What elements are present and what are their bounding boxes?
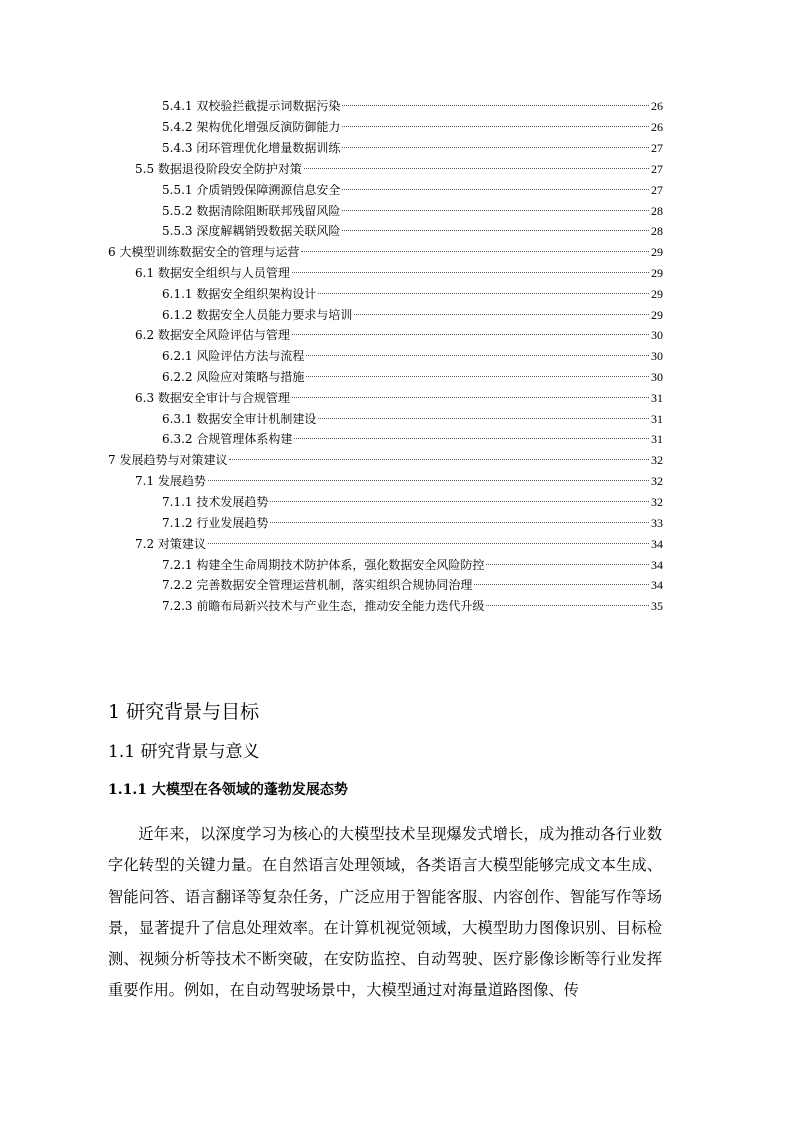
toc-entry[interactable]: [162, 575, 663, 595]
toc-page: 31: [651, 412, 663, 426]
toc-page: 26: [651, 99, 663, 113]
toc-entry[interactable]: [162, 513, 663, 533]
toc-leader: [354, 314, 649, 315]
toc-title: 介质销毁保障溯源信息安全: [196, 183, 341, 197]
toc-number: 7.2: [135, 537, 158, 551]
toc-entry[interactable]: [162, 596, 663, 616]
toc-leader: [292, 272, 649, 273]
toc-page: 29: [651, 245, 663, 259]
toc-page: 26: [651, 120, 663, 134]
toc-number: 6: [108, 245, 120, 259]
toc-page: 28: [651, 204, 663, 218]
toc-entry[interactable]: [162, 201, 663, 221]
toc-title: 对策建议: [157, 537, 206, 551]
toc-entry[interactable]: [162, 305, 663, 325]
toc-entry[interactable]: [135, 263, 663, 283]
toc-entry[interactable]: [162, 429, 663, 449]
toc-page: 27: [651, 183, 663, 197]
toc-number: 7: [108, 453, 120, 467]
toc-entry[interactable]: [135, 325, 663, 345]
toc-number: 7.2.1: [162, 558, 197, 572]
toc-title: 数据清除阻断联邦残留风险: [196, 204, 341, 218]
toc-title: 发展趋势: [157, 474, 206, 488]
toc-leader: [270, 501, 649, 502]
toc-entry[interactable]: [162, 555, 663, 575]
toc-entry[interactable]: [108, 450, 663, 470]
toc-number: 6.3.2: [162, 432, 197, 446]
toc-title: 深度解耦销毁数据关联风险: [196, 224, 341, 238]
toc-leader: [342, 230, 649, 231]
toc-entry[interactable]: [162, 492, 663, 512]
toc-leader: [292, 334, 649, 335]
toc-page: 27: [651, 162, 663, 176]
toc-page: 31: [651, 432, 663, 446]
toc-title: 风险评估方法与流程: [196, 349, 305, 363]
toc-number: 7.1.2: [162, 516, 197, 530]
subsection-heading: 1.1.1 大模型在各领域的蓬勃发展态势: [108, 782, 348, 798]
toc-number: 7.1: [135, 474, 158, 488]
toc-number: 6.1.1: [162, 287, 197, 301]
toc-leader: [342, 189, 649, 190]
toc-title: 风险应对策略与措施: [196, 370, 305, 384]
toc-number: 5.5.2: [162, 204, 197, 218]
toc-number: 6.1.2: [162, 308, 197, 322]
toc-page: 30: [651, 370, 663, 384]
toc-entry[interactable]: [108, 242, 663, 262]
toc-page: 29: [651, 287, 663, 301]
toc-leader: [208, 543, 649, 544]
toc-number: 7.2.3: [162, 599, 197, 613]
toc-title: 完善数据安全管理运营机制，落实组织合规协同治理: [196, 578, 473, 592]
toc-page: 30: [651, 328, 663, 342]
toc-title: 闭环管理优化增量数据训练: [196, 141, 341, 155]
toc-number: 7.1.1: [162, 495, 197, 509]
toc-number: 6.3.1: [162, 412, 197, 426]
toc-entry[interactable]: [135, 388, 663, 408]
toc-title: 大模型训练数据安全的管理与运营: [119, 245, 300, 259]
toc-title: 数据安全审计机制建设: [196, 412, 317, 426]
toc-leader: [486, 564, 649, 565]
toc-entry[interactable]: [162, 138, 663, 158]
toc-leader: [318, 418, 649, 419]
toc-number: 7.2.2: [162, 578, 197, 592]
toc-leader: [486, 605, 649, 606]
toc-leader: [294, 438, 649, 439]
toc-page: 34: [651, 578, 663, 592]
toc-title: 发展趋势与对策建议: [119, 453, 228, 467]
toc-page: 30: [651, 349, 663, 363]
toc-entry[interactable]: [135, 534, 663, 554]
body-paragraph: 近年来，以深度学习为核心的大模型技术呈现爆发式增长，成为推动各行业数字化转型的关键力量。在自然语言处理领域，各类语言大模型能够完成文本生成、智能问答、语言翻译等复杂任务，广泛应用于智能客服、内容创作、智能写作等场景，显著提升了信息处理效率。在计算机视觉领域，大模型助力图像识别、目标检测、视频分析等技术不断突破，在安防监控、自动驾驶、医疗影像诊断等行业发挥重要作用。例如，在自动驾驶场景中，大模型通过对海量道路图像、传: [108, 825, 662, 1000]
toc-page: 29: [651, 266, 663, 280]
toc-entry[interactable]: [162, 409, 663, 429]
toc-title: 数据安全审计与合规管理: [157, 391, 290, 405]
toc-page: 33: [651, 516, 663, 530]
toc-number: 5.4.1: [162, 99, 197, 113]
toc-title: 数据安全组织与人员管理: [157, 266, 290, 280]
toc-entry[interactable]: [162, 117, 663, 137]
toc-entry[interactable]: [135, 471, 663, 491]
toc-number: 6.1: [135, 266, 158, 280]
toc-page: 28: [651, 224, 663, 238]
toc-leader: [342, 147, 649, 148]
toc-number: 5.5: [135, 162, 158, 176]
toc-title: 技术发展趋势: [196, 495, 269, 509]
toc-leader: [342, 126, 649, 127]
toc-page: 32: [651, 495, 663, 509]
toc-title: 架构优化增强反演防御能力: [196, 120, 341, 134]
toc-entry[interactable]: [162, 96, 663, 116]
toc-leader: [318, 293, 649, 294]
toc-leader: [306, 376, 649, 377]
toc-number: 6.2.2: [162, 370, 197, 384]
toc-number: 5.4.3: [162, 141, 197, 155]
toc-entry[interactable]: [162, 346, 663, 366]
toc-title: 构建全生命周期技术防护体系，强化数据安全风险防控: [196, 558, 485, 572]
toc-number: 6.2: [135, 328, 158, 342]
toc-entry[interactable]: [162, 367, 663, 387]
toc-leader: [304, 168, 649, 169]
toc-title: 数据安全风险评估与管理: [157, 328, 290, 342]
toc-leader: [270, 522, 649, 523]
toc-leader: [292, 397, 649, 398]
toc-number: 5.4.2: [162, 120, 197, 134]
toc-number: 6.2.1: [162, 349, 197, 363]
toc-leader: [301, 251, 649, 252]
toc-leader: [342, 210, 649, 211]
toc-leader: [208, 480, 649, 481]
chapter-heading: 1 研究背景与目标: [108, 701, 260, 723]
toc-title: 前瞻布局新兴技术与产业生态，推动安全能力迭代升级: [196, 599, 485, 613]
toc-page: 35: [651, 599, 663, 613]
toc-page: 31: [651, 391, 663, 405]
toc-page: 29: [651, 308, 663, 322]
toc-page: 27: [651, 141, 663, 155]
section-heading: 1.1 研究背景与意义: [108, 742, 260, 762]
toc-entry[interactable]: [162, 284, 663, 304]
toc-title: 数据退役阶段安全防护对策: [157, 162, 302, 176]
toc-leader: [229, 459, 649, 460]
toc-title: 数据安全组织架构设计: [196, 287, 317, 301]
toc-title: 合规管理体系构建: [196, 432, 293, 446]
toc-number: 5.5.3: [162, 224, 197, 238]
toc-leader: [306, 355, 649, 356]
toc-entry[interactable]: [162, 180, 663, 200]
toc-page: 34: [651, 537, 663, 551]
toc-number: 5.5.1: [162, 183, 197, 197]
toc-title: 双校验拦截提示词数据污染: [196, 99, 341, 113]
toc-title: 行业发展趋势: [196, 516, 269, 530]
toc-entry[interactable]: [162, 221, 663, 241]
toc-entry[interactable]: [135, 159, 663, 179]
toc-page: 32: [651, 474, 663, 488]
toc-page: 34: [651, 558, 663, 572]
toc-number: 6.3: [135, 391, 158, 405]
toc-leader: [474, 584, 649, 585]
toc-leader: [342, 105, 649, 106]
toc-title: 数据安全人员能力要求与培训: [196, 308, 353, 322]
toc-page: 32: [651, 453, 663, 467]
